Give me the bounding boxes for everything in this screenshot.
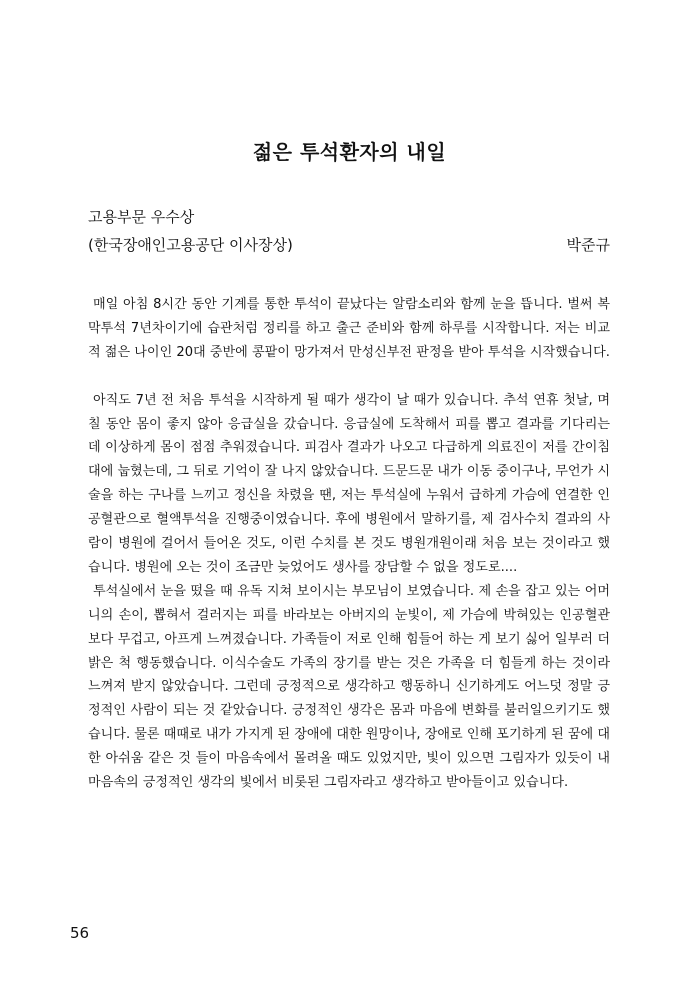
document-body xyxy=(88,293,610,795)
page-number: 56 xyxy=(70,924,90,942)
author-name: 박준규 xyxy=(566,236,610,254)
paragraph-gap xyxy=(88,365,610,389)
author-info xyxy=(88,203,610,259)
affiliation-row xyxy=(88,231,610,259)
paragraph: 투석실에서 눈을 떴을 때 유독 지쳐 보이시는 부모님이 보였습니다. 제 손을 잡고 있는 어머니의 손이, 뽑혀서 걸러지는 피를 바라보는 아버지의 눈빛이, 제 가슴에 박혀있는 인공혈관보다 무겁고, 아프게 느껴졌습니다. 가족들이 저로 인해 힘들어 하는 게 보기 싫어 일부러 더 밝은 척 행동했습니다. 이식수술도 가족의 장기를 받는 것은 가족을 더 힘들게 하는 것이라 느껴져 받지 않았습니다. 그런데 긍정적으로 생각하고 행동하니 신기하게도 어느덧 정말 긍정적인 사람이 되는 것 같았습니다. 긍정적인 생각은 몸과 마음에 변화를 불러일으키기도 했습니다. 물론 때때로 내가 가지게 된 장애에 대한 원망이나, 장애로 인해 포기하게 된 꿈에 대한 아쉬움 같은 것 들이 마음속에서 몰려올 때도 있었지만, 빛이 있으면 그림자가 있듯이 내 마음속의 긍정적인 생각의 빛에서 비롯된 그림자라고 생각하고 받아들이고 있습니다. xyxy=(88,583,610,791)
award-category: 고용부문 우수상 xyxy=(88,208,195,226)
award-affiliation: (한국장애인고용공단 이사장상) xyxy=(88,236,293,254)
document-title: 젊은 투석환자의 내일 xyxy=(252,140,447,164)
paragraph: 아직도 7년 전 처음 투석을 시작하게 될 때가 생각이 날 때가 있습니다. 추석 연휴 첫날, 며칠 동안 몸이 좋지 않아 응급실을 갔습니다. 응급실에 도착해서 피를 뽑고 결과를 기다리는데 이상하게 몸이 점점 추워졌습니다. 피검사 결과가 나오고 다급하게 의료진이 저를 간이침대에 눕혔는데, 그 뒤로 기억이 잘 나지 않았습니다. 드문드문 내가 이동 중이구나, 무언가 시술을 하는 구나를 느끼고 정신을 차렸을 땐, 저는 투석실에 누워서 급하게 가슴에 연결한 인공혈관으로 혈액투석을 진행중이였습니다. 후에 병원에서 말하기를, 제 검사수치 결과의 사람이 병원에 걸어서 들어온 것도, 이런 수치를 본 것도 병원개원이래 처음 보는 것이라고 했습니다. 병원에 오는 것이 조금만 늦었어도 생사를 장담할 수 없을 정도로.... xyxy=(88,392,610,575)
paragraph: 매일 아침 8시간 동안 기계를 통한 투석이 끝났다는 알람소리와 함께 눈을 뜹니다. 벌써 복막투석 7년차이기에 습관처럼 정리를 하고 출근 준비와 함께 하루를 시작합니다. 저는 비교적 젊은 나이인 20대 중반에 콩팥이 망가져서 만성신부전 판정을 받아 투석을 시작했습니다. xyxy=(88,297,610,360)
